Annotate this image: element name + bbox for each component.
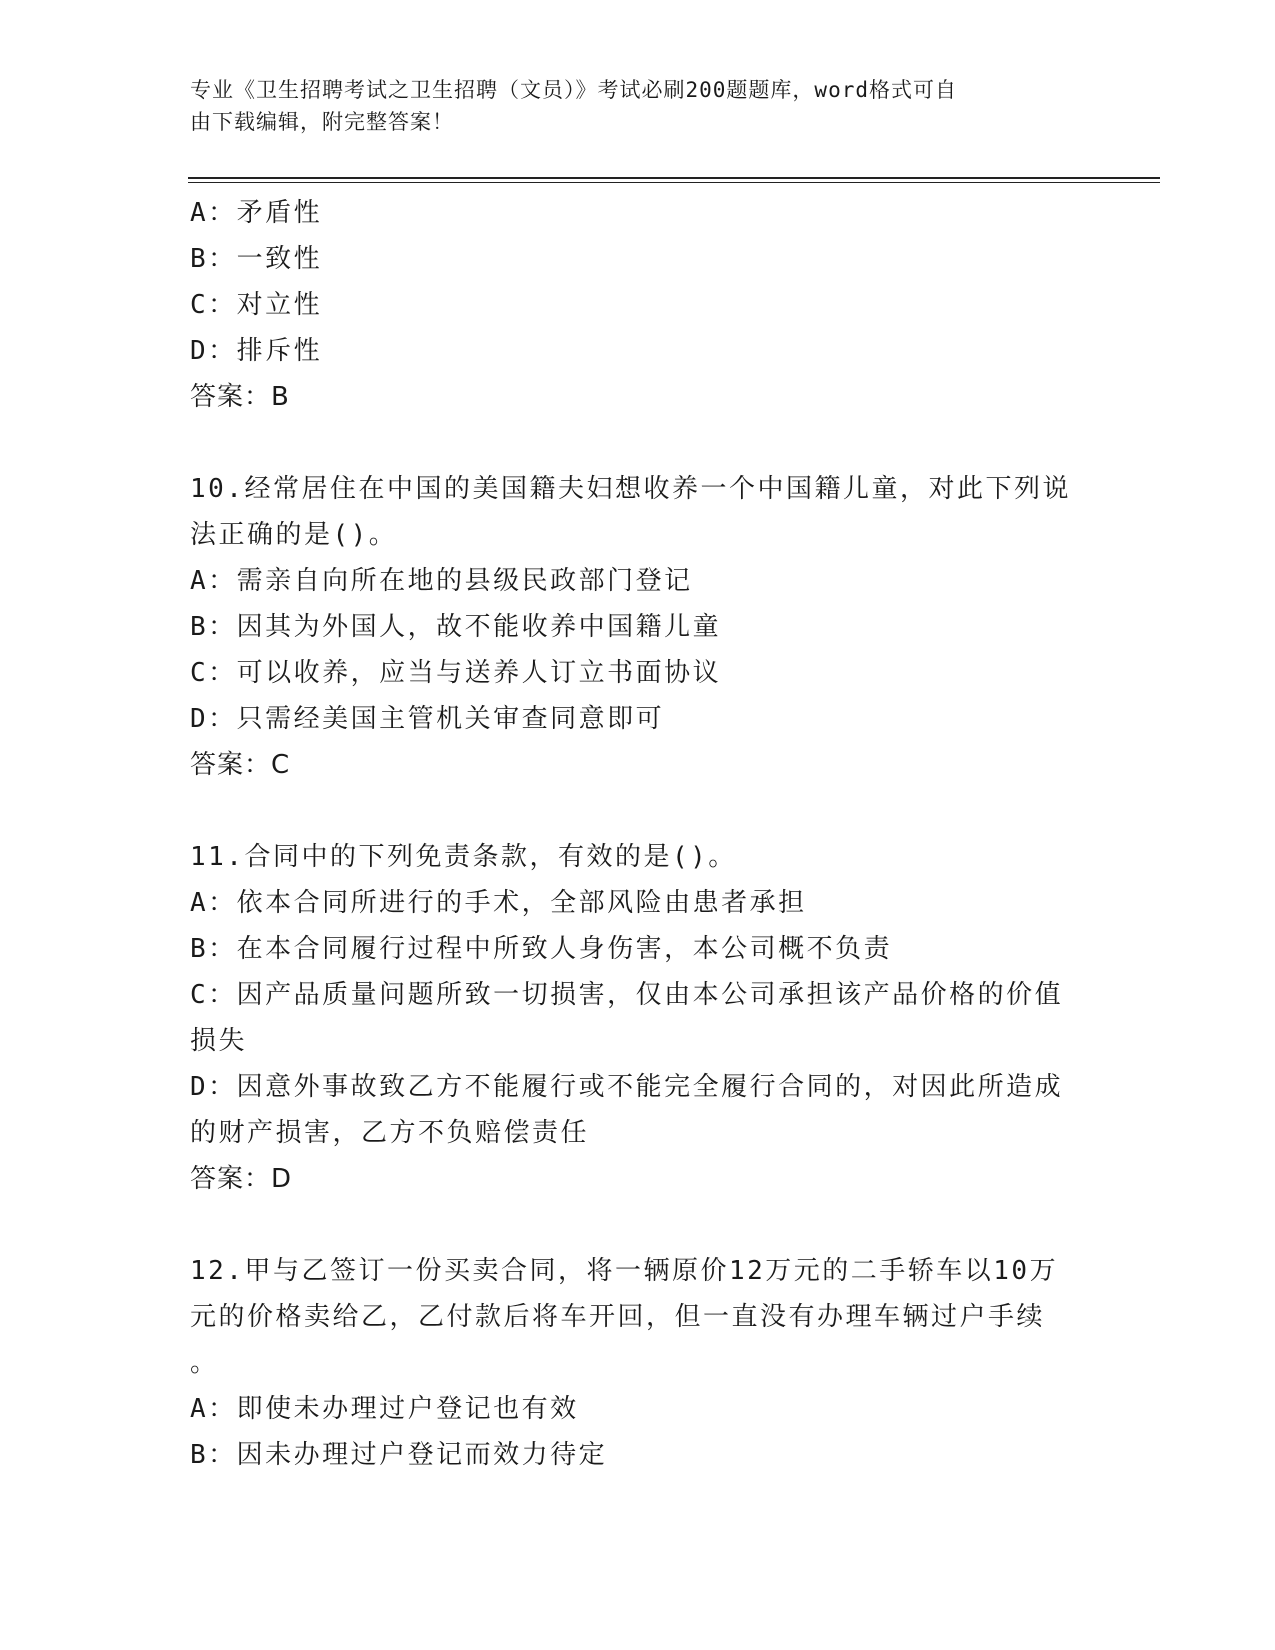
document-header — [190, 74, 1090, 138]
question-11 — [190, 834, 1090, 1202]
question-stem-end: 。 — [190, 1348, 219, 1378]
option-c: C：可以收养，应当与送养人订立书面协议 — [190, 658, 722, 688]
option-b: B：因其为外国人，故不能收养中国籍儿童 — [190, 612, 722, 642]
question-stem-cont: 元的价格卖给乙，乙付款后将车开回，但一直没有办理车辆过户手续 — [190, 1302, 1046, 1332]
option-c: C：因产品质量问题所致一切损害，仅由本公司承担该产品价格的价值 — [190, 980, 1064, 1010]
question-stem: 10.经常居住在中国的美国籍夫妇想收养一个中国籍儿童，对此下列说 — [190, 474, 1071, 504]
answer: 答案：B — [190, 382, 290, 412]
question-stem: 12.甲与乙签订一份买卖合同，将一辆原价12万元的二手轿车以10万 — [190, 1256, 1059, 1286]
option-b: B：因未办理过户登记而效力待定 — [190, 1440, 608, 1470]
question-10 — [190, 466, 1090, 788]
option-a: A：需亲自向所在地的县级民政部门登记 — [190, 566, 693, 596]
question-stem: 11.合同中的下列免责条款，有效的是()。 — [190, 842, 737, 872]
option-a: A：即使未办理过户登记也有效 — [190, 1394, 579, 1424]
header-divider — [188, 177, 1160, 179]
option-b: B：一致性 — [190, 244, 323, 274]
answer: 答案：C — [190, 750, 291, 780]
option-a: A：依本合同所进行的手术，全部风险由患者承担 — [190, 888, 807, 918]
header-line-2: 由下载编辑，附完整答案！ — [190, 110, 454, 134]
option-c: C：对立性 — [190, 290, 323, 320]
question-9 — [190, 190, 1090, 420]
header-divider-thin — [188, 182, 1160, 183]
option-b: B：在本合同履行过程中所致人身伤害，本公司概不负责 — [190, 934, 893, 964]
option-d-cont: 的财产损害，乙方不负赔偿责任 — [190, 1118, 590, 1148]
option-a: A：矛盾性 — [190, 198, 323, 228]
answer: 答案：D — [190, 1164, 293, 1194]
header-line-1: 专业《卫生招聘考试之卫生招聘（文员）》考试必刷200题题库，word格式可自 — [190, 78, 957, 102]
option-d: D：因意外事故致乙方不能履行或不能完全履行合同的，对因此所造成 — [190, 1072, 1064, 1102]
question-list — [190, 190, 1090, 1478]
question-12 — [190, 1248, 1090, 1478]
option-d: D：只需经美国主管机关审查同意即可 — [190, 704, 665, 734]
option-d: D：排斥性 — [190, 336, 323, 366]
option-c-cont: 损失 — [190, 1026, 248, 1056]
question-stem-cont: 法正确的是()。 — [190, 520, 398, 550]
